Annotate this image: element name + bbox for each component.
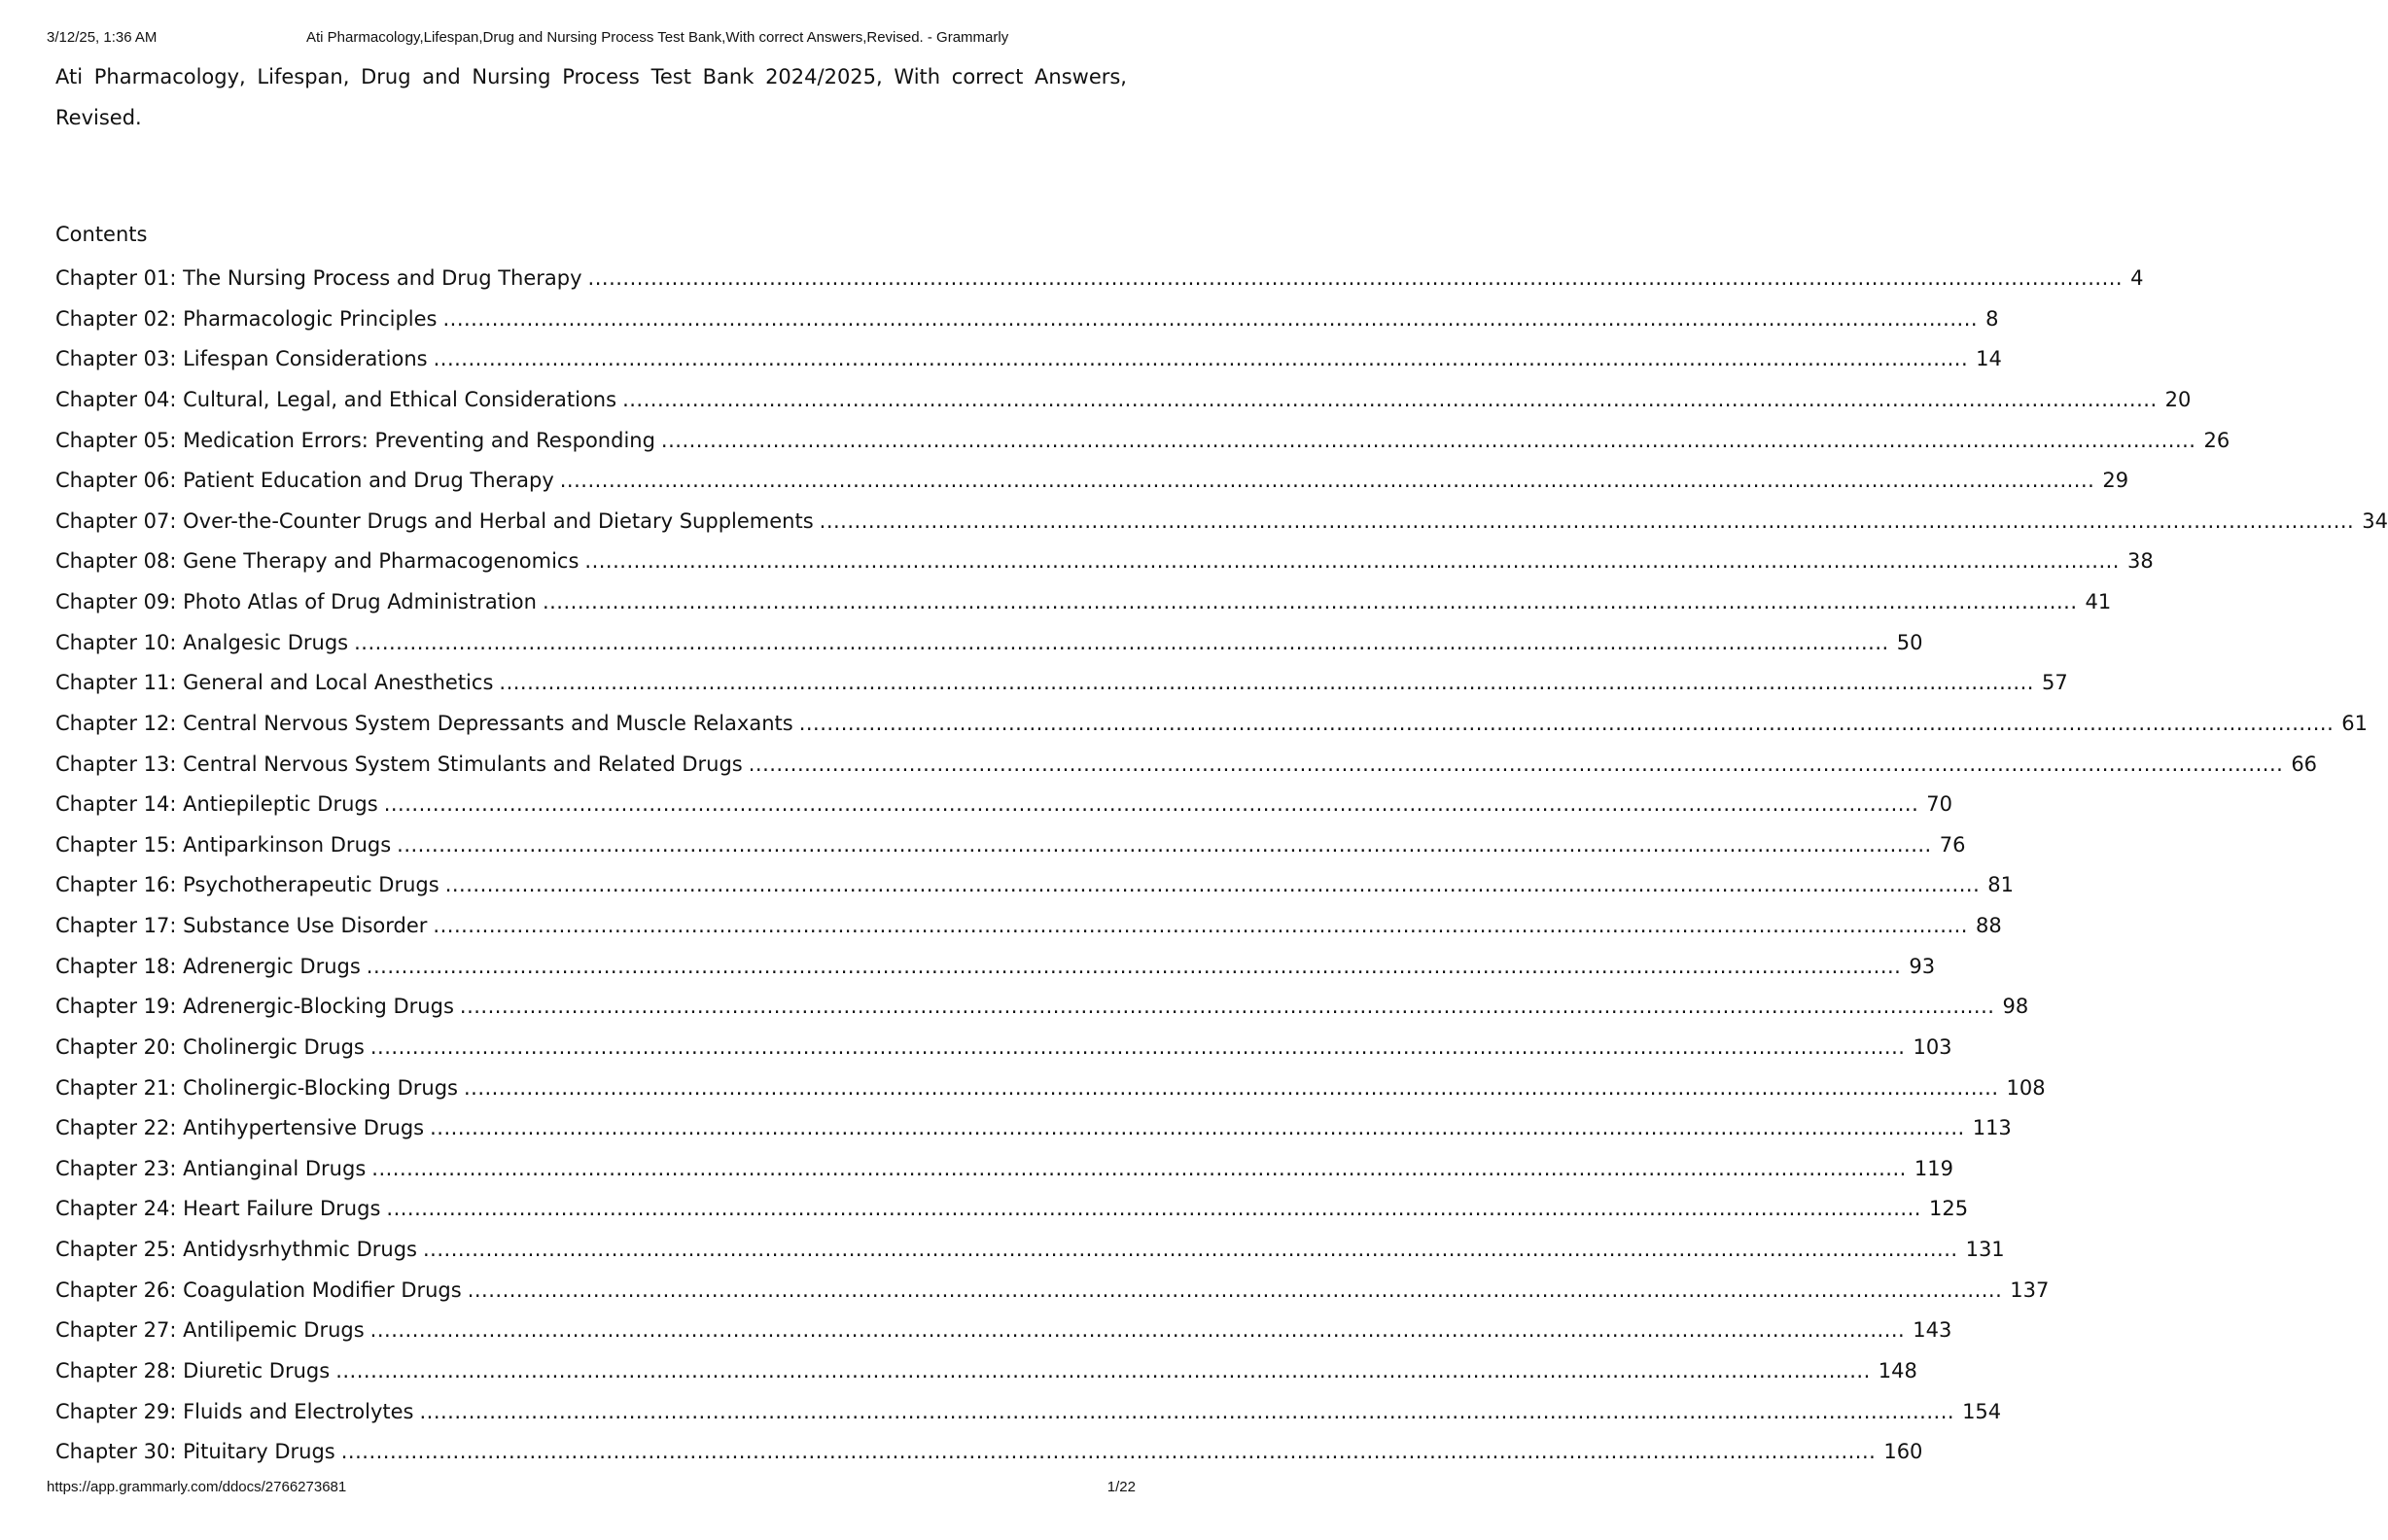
- toc-entry-page-number: 8: [1978, 304, 1998, 333]
- toc-entry-page-number: 41: [2078, 587, 2112, 616]
- toc-entry-page-number: 125: [1921, 1194, 1968, 1223]
- toc-entry-page-number: 88: [1968, 911, 2002, 940]
- toc-entry-page-number: 148: [1871, 1356, 1917, 1385]
- toc-entry-label: Chapter 19: Adrenergic-Blocking Drugs: [55, 992, 460, 1021]
- toc-leader-dots: ............................................................................................................................................................................................................................: [542, 590, 2078, 613]
- toc-leader-dots: ............................................................................................................................................................................................................................: [371, 1156, 1907, 1180]
- toc-entry-label: Chapter 24: Heart Failure Drugs: [55, 1194, 386, 1223]
- toc-entry-page-number: 50: [1889, 628, 1923, 657]
- toc-entry-page-number: 81: [1980, 870, 2014, 899]
- toc-entry-page-number: 34: [2354, 507, 2388, 536]
- toc-entry-label: Chapter 16: Psychotherapeutic Drugs: [55, 870, 445, 899]
- toc-entry-label: Chapter 07: Over-the-Counter Drugs and Herbal and Dietary Supplements: [55, 507, 820, 536]
- toc-entry-page-number: 66: [2283, 750, 2317, 779]
- toc-leader-dots: ............................................................................................................................................................................................................................: [340, 1440, 1877, 1464]
- toc-entry-label: Chapter 13: Central Nervous System Stimulants and Related Drugs: [55, 750, 749, 779]
- toc-entry[interactable]: [55, 1032, 1952, 1073]
- toc-leader-dots: ............................................................................................................................................................................................................................: [383, 792, 1919, 817]
- table-of-contents: [55, 263, 2388, 1478]
- toc-entry[interactable]: [55, 952, 1936, 993]
- toc-entry[interactable]: [55, 1194, 1969, 1235]
- toc-entry-page-number: 76: [1932, 830, 1966, 859]
- toc-leader-dots: ............................................................................................................................................................................................................................: [423, 1238, 1958, 1261]
- toc-entry[interactable]: [55, 1276, 2050, 1316]
- print-datetime: 3/12/25, 1:36 AM: [47, 29, 158, 46]
- toc-leader-dots: ............................................................................................................................................................................................................................: [433, 347, 1969, 371]
- toc-leader-dots: ............................................................................................................................................................................................................................: [622, 387, 2158, 411]
- toc-entry[interactable]: [55, 709, 2369, 750]
- document-title: Ati Pharmacology, Lifespan, Drug and Nursing Process Test Bank 2024/2025, With correct Answers, Revised.: [55, 65, 1127, 129]
- toc-entry[interactable]: [55, 263, 2144, 304]
- toc-leader-dots: ............................................................................................................................................................................................................................: [369, 1034, 1906, 1059]
- toc-entry[interactable]: [55, 1397, 2002, 1438]
- toc-entry-page-number: 154: [1954, 1397, 2001, 1426]
- toc-entry[interactable]: [55, 750, 2318, 790]
- toc-entry-label: Chapter 21: Cholinergic-Blocking Drugs: [55, 1073, 464, 1102]
- toc-entry[interactable]: [55, 304, 1999, 345]
- toc-entry-page-number: 119: [1907, 1154, 1953, 1183]
- toc-leader-dots: ............................................................................................................................................................................................................................: [748, 752, 2284, 776]
- toc-entry-label: Chapter 10: Analgesic Drugs: [55, 628, 354, 657]
- toc-entry[interactable]: [55, 911, 2002, 952]
- toc-entry-label: Chapter 04: Cultural, Legal, and Ethical Considerations: [55, 385, 622, 414]
- toc-entry[interactable]: [55, 1356, 1917, 1397]
- toc-entry[interactable]: [55, 344, 2002, 385]
- toc-leader-dots: ............................................................................................................................................................................................................................: [433, 914, 1968, 937]
- toc-entry-label: Chapter 01: The Nursing Process and Drug Therapy: [55, 263, 588, 293]
- toc-leader-dots: ............................................................................................................................................................................................................................: [386, 1197, 1921, 1221]
- toc-leader-dots: ............................................................................................................................................................................................................................: [459, 995, 1995, 1019]
- toc-entry[interactable]: [55, 1235, 2005, 1276]
- toc-entry[interactable]: [55, 1437, 1923, 1478]
- toc-leader-dots: ............................................................................................................................................................................................................................: [354, 630, 1889, 654]
- toc-entry-page-number: 70: [1918, 789, 1952, 819]
- toc-entry-page-number: 93: [1901, 952, 1935, 981]
- toc-entry[interactable]: [55, 426, 2230, 467]
- print-page-count: 1/22: [1106, 1479, 1136, 1495]
- toc-leader-dots: ............................................................................................................................................................................................................................: [463, 1075, 1999, 1100]
- toc-entry[interactable]: [55, 466, 2129, 507]
- toc-entry-page-number: 98: [1994, 992, 2028, 1021]
- toc-leader-dots: ............................................................................................................................................................................................................................: [819, 508, 2355, 533]
- toc-entry-page-number: 4: [2123, 263, 2143, 293]
- toc-entry[interactable]: [55, 507, 2388, 547]
- toc-entry[interactable]: [55, 587, 2112, 628]
- toc-entry[interactable]: [55, 1113, 2012, 1154]
- toc-entry-page-number: 113: [1965, 1113, 2012, 1142]
- toc-entry-label: Chapter 12: Central Nervous System Depressants and Muscle Relaxants: [55, 709, 799, 738]
- toc-entry-page-number: 20: [2158, 385, 2192, 414]
- toc-leader-dots: ............................................................................................................................................................................................................................: [467, 1278, 2003, 1302]
- toc-entry-label: Chapter 15: Antiparkinson Drugs: [55, 830, 397, 859]
- print-header: [47, 29, 1143, 49]
- toc-leader-dots: ............................................................................................................................................................................................................................: [584, 549, 2120, 574]
- toc-entry[interactable]: [55, 1315, 1952, 1356]
- toc-leader-dots: ............................................................................................................................................................................................................................: [587, 266, 2124, 290]
- toc-entry-label: Chapter 02: Pharmacologic Principles: [55, 304, 442, 333]
- toc-entry-label: Chapter 27: Antilipemic Drugs: [55, 1315, 370, 1345]
- toc-leader-dots: ............................................................................................................................................................................................................................: [430, 1116, 1965, 1140]
- toc-entry-page-number: 14: [1968, 344, 2002, 373]
- toc-entry-label: Chapter 03: Lifespan Considerations: [55, 344, 434, 373]
- toc-entry-page-number: 29: [2094, 466, 2128, 495]
- toc-entry[interactable]: [55, 992, 2029, 1032]
- toc-entry-label: Chapter 23: Antianginal Drugs: [55, 1154, 371, 1183]
- toc-entry-label: Chapter 17: Substance Use Disorder: [55, 911, 433, 940]
- toc-entry-page-number: 131: [1958, 1235, 2005, 1264]
- toc-entry-label: Chapter 14: Antiepileptic Drugs: [55, 789, 384, 819]
- toc-entry-page-number: 143: [1905, 1315, 1951, 1345]
- toc-leader-dots: ............................................................................................................................................................................................................................: [660, 428, 2196, 452]
- contents-heading: Contents: [55, 223, 148, 246]
- toc-leader-dots: ............................................................................................................................................................................................................................: [369, 1318, 1906, 1343]
- toc-entry-page-number: 61: [2334, 709, 2368, 738]
- toc-entry[interactable]: [55, 870, 2014, 911]
- toc-entry-page-number: 160: [1876, 1437, 1922, 1466]
- toc-entry-label: Chapter 18: Adrenergic Drugs: [55, 952, 367, 981]
- toc-entry-label: Chapter 22: Antihypertensive Drugs: [55, 1113, 430, 1142]
- toc-entry[interactable]: [55, 789, 1953, 830]
- toc-entry-label: Chapter 11: General and Local Anesthetics: [55, 668, 499, 697]
- toc-leader-dots: ............................................................................................................................................................................................................................: [559, 469, 2095, 493]
- toc-entry-label: Chapter 30: Pituitary Drugs: [55, 1437, 341, 1466]
- toc-entry-label: Chapter 08: Gene Therapy and Pharmacogenomics: [55, 546, 584, 576]
- toc-entry[interactable]: [55, 668, 2068, 709]
- toc-entry-label: Chapter 05: Medication Errors: Preventing and Responding: [55, 426, 661, 455]
- toc-entry-page-number: 103: [1905, 1032, 1951, 1062]
- toc-entry-label: Chapter 20: Cholinergic Drugs: [55, 1032, 370, 1062]
- toc-entry-label: Chapter 25: Antidysrhythmic Drugs: [55, 1235, 423, 1264]
- toc-leader-dots: ............................................................................................................................................................................................................................: [444, 873, 1981, 897]
- toc-entry-label: Chapter 06: Patient Education and Drug Therapy: [55, 466, 560, 495]
- toc-entry-page-number: 38: [2120, 546, 2154, 576]
- toc-leader-dots: ............................................................................................................................................................................................................................: [335, 1358, 1871, 1382]
- toc-entry[interactable]: [55, 628, 1923, 669]
- toc-entry[interactable]: [55, 385, 2192, 426]
- toc-leader-dots: ............................................................................................................................................................................................................................: [798, 711, 2335, 735]
- toc-leader-dots: ............................................................................................................................................................................................................................: [419, 1399, 1955, 1423]
- toc-leader-dots: ............................................................................................................................................................................................................................: [366, 954, 1902, 978]
- toc-entry[interactable]: [55, 1154, 1953, 1195]
- toc-entry-label: Chapter 09: Photo Atlas of Drug Administration: [55, 587, 543, 616]
- toc-entry-label: Chapter 28: Diuretic Drugs: [55, 1356, 335, 1385]
- toc-entry-page-number: 26: [2196, 426, 2230, 455]
- print-page-title: Ati Pharmacology,Lifespan,Drug and Nursing Process Test Bank,With correct Answers,Revised. - Grammarly: [306, 29, 1009, 46]
- toc-entry-label: Chapter 26: Coagulation Modifier Drugs: [55, 1276, 468, 1305]
- toc-entry[interactable]: [55, 1073, 2046, 1114]
- toc-leader-dots: ............................................................................................................................................................................................................................: [397, 832, 1932, 857]
- toc-entry-page-number: 57: [2034, 668, 2068, 697]
- toc-leader-dots: ............................................................................................................................................................................................................................: [442, 306, 1979, 331]
- toc-entry[interactable]: [55, 546, 2154, 587]
- toc-leader-dots: ............................................................................................................................................................................................................................: [499, 671, 2034, 695]
- toc-entry-label: Chapter 29: Fluids and Electrolytes: [55, 1397, 419, 1426]
- print-url: https://app.grammarly.com/ddocs/2766273681: [47, 1479, 347, 1495]
- toc-entry-page-number: 137: [2002, 1276, 2049, 1305]
- toc-entry-page-number: 108: [1999, 1073, 2046, 1102]
- print-footer: [47, 1479, 1136, 1498]
- toc-entry[interactable]: [55, 830, 1966, 871]
